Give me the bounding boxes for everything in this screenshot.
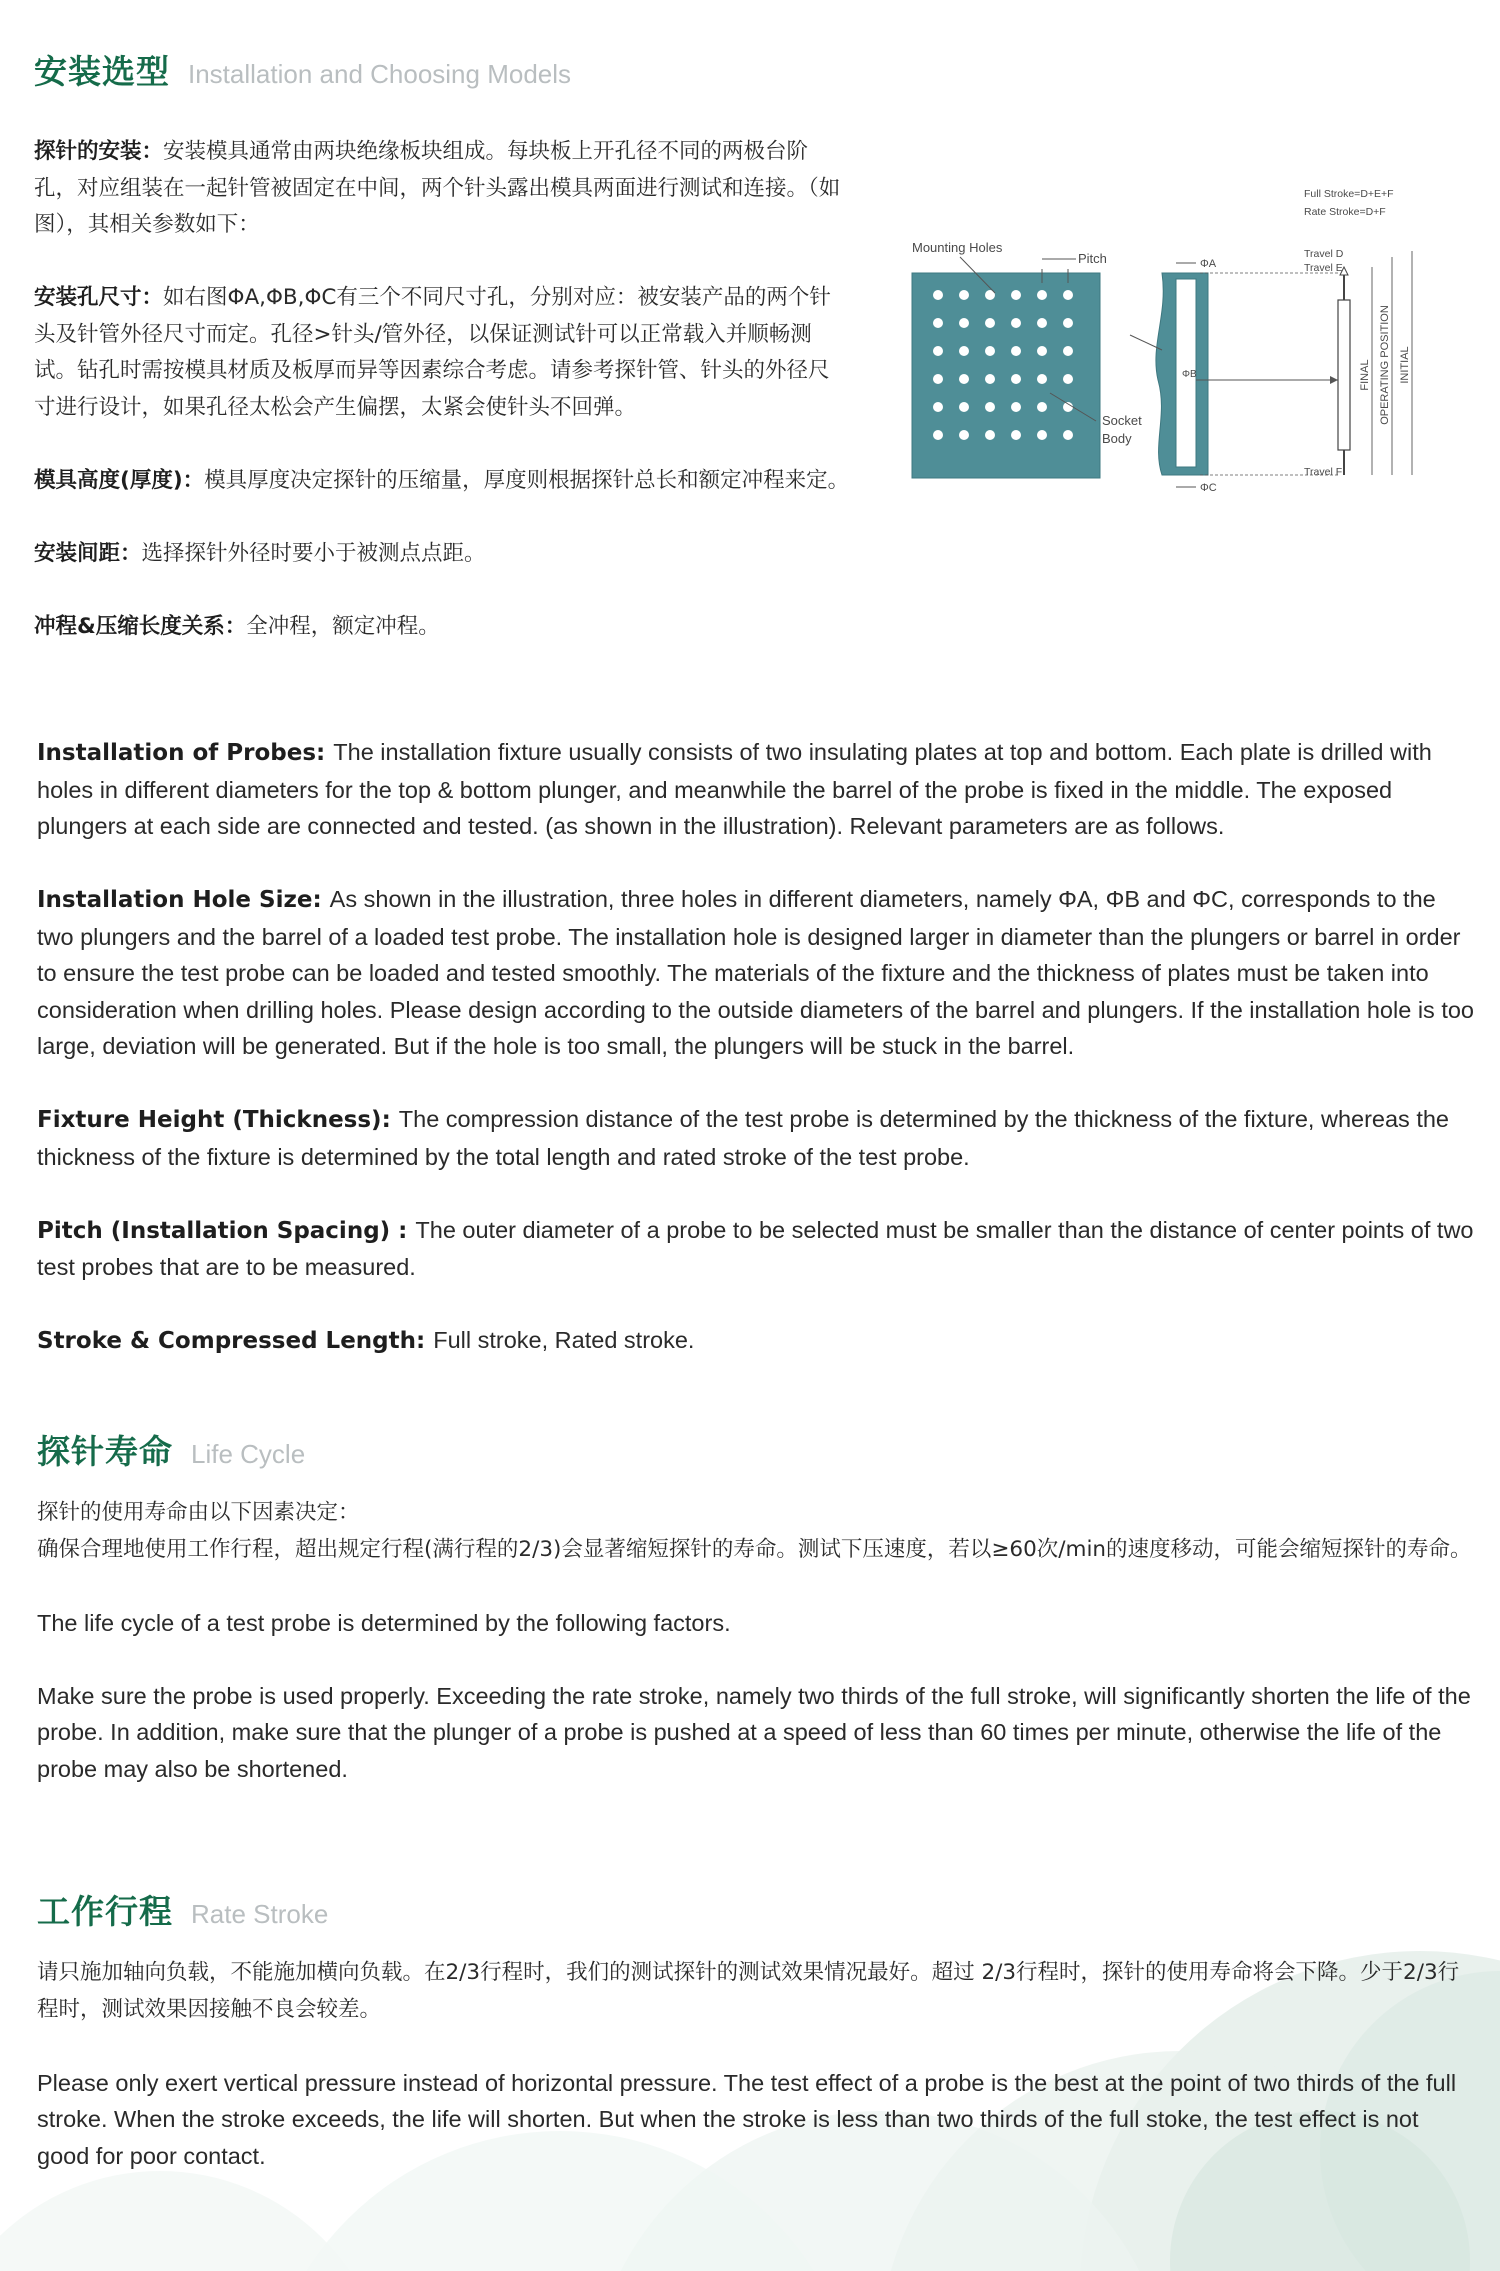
install-zh-paragraph: 冲程&压缩长度关系：全冲程，额定冲程。 <box>34 613 440 639</box>
section-stroke-title-en: Rate Stroke <box>191 1899 329 1929</box>
section-install-title-zh: 安装选型 <box>34 52 170 91</box>
stroke-en-paragraph: Please only exert vertical pressure instead of horizontal pressure. The test effect of a probe is the best at the point of two thirds of the full stroke. When the stroke exceeds, the life will shorten. But when the stroke is less than two thirds of the full stoke, the test effect is not good for poor contact. <box>37 2069 1457 2169</box>
install-zh-paragraph: 安装孔尺寸：如右图ΦA,ΦB,ΦC有三个不同尺寸孔，分别对应：被安装产品的两个针头及针管外径尺寸而定。孔径>针头/管外径，以保证测试针可以正常载入并顺畅测试。钻孔时需按模具材质及板厚而异等因素综合考虑。请参考探针管、针头的外径尺寸进行设计，如果孔径太松会产生偏摆，太紧会使针头不回弹。 <box>34 285 831 420</box>
operating-position-label: OPERATING POSITION <box>1379 305 1391 425</box>
initial-label: INITIAL <box>1399 346 1411 384</box>
travel-e-label: Travel E <box>1304 262 1343 274</box>
stroke-zh-paragraph: 请只施加轴向负载，不能施加横向负载。在2/3行程时，我们的测试探针的测试效果情况最好。超过 2/3行程时，探针的使用寿命将会下降。少于2/3行程时，测试效果因接触不良会较差。 <box>37 1960 1460 2022</box>
install-en-paragraph: Stroke & Compressed Length: Full stroke, Rated stroke. <box>37 1327 695 1354</box>
section-install-heading <box>34 46 571 93</box>
mounting-holes-label: Mounting Holes <box>912 240 1003 255</box>
rate-stroke-label: Rate Stroke=D+F <box>1304 206 1386 218</box>
socket-label: Socket <box>1102 413 1142 428</box>
install-en-paragraph: Pitch (Installation Spacing) : The outer diameter of a probe to be selected must be smaller than the distance of center points of two test probes that are to be measured. <box>37 1216 1474 1280</box>
install-zh-paragraphs <box>34 134 850 682</box>
install-en-paragraph: Installation Hole Size: As shown in the illustration, three holes in different diameters, namely ΦA, ΦB and ΦC, corresponds to the two plungers and the barrel of a loaded test probe. The installation hole is designed larger in diameter than the plungers or barrel in order to ensure the test probe can be loaded and tested smoothly. The materials of the fixture and the thickness of plates must be taken into consideration when drilling holes. Please design according to the outside diameters of the barrel and plungers. If the installation hole is too large, deviation will be generated. But if the hole is too small, the plungers will be stuck in the barrel. <box>37 886 1474 1059</box>
phi-b-label: ΦB <box>1182 369 1197 380</box>
section-install-title-en: Installation and Choosing Models <box>188 59 572 89</box>
install-zh-paragraph: 安装间距：选择探针外径时要小于被测点点距。 <box>34 540 486 566</box>
probe-installation-diagram <box>900 175 1460 505</box>
install-zh-paragraph: 探针的安装：安装模具通常由两块绝缘板块组成。每块板上开孔径不同的两极台阶孔，对应组装在一起针管被固定在中间，两个针头露出模具两面进行测试和连接。（如图），其相关参数如下： <box>34 139 841 237</box>
phi-c-label: ΦC <box>1200 482 1217 494</box>
probe-barrel <box>1338 300 1350 450</box>
life-en-line-2: Make sure the probe is used properly. Exceeding the rate stroke, namely two thirds of the full stroke, will significantly shorten the life of the probe. In addition, make sure that the plunger of a probe is pushed at a speed of less than 60 times per minute, otherwise the life of the probe may also be shortened. <box>37 1682 1471 1782</box>
final-label: FINAL <box>1359 359 1371 391</box>
phi-a-label: ΦA <box>1200 258 1217 270</box>
body-label: Body <box>1102 431 1132 446</box>
travel-f-label: Travel F <box>1304 466 1343 478</box>
life-zh-line-1: 探针的使用寿命由以下因素决定： <box>37 1500 360 1525</box>
pitch-label: Pitch <box>1078 251 1107 266</box>
section-life-title-en: Life Cycle <box>191 1439 306 1469</box>
section-life-title-zh: 探针寿命 <box>37 1432 173 1471</box>
install-en-paragraphs <box>37 734 1477 1396</box>
full-stroke-label: Full Stroke=D+E+F <box>1304 188 1394 200</box>
life-zh-line-2: 确保合理地使用工作行程，超出规定行程(满行程的2/3)会显著缩短探针的寿命。测试下压速度，若以≥60次/min的速度移动，可能会缩短探针的寿命。 <box>37 1536 1472 1562</box>
install-zh-paragraph: 模具高度(厚度)：模具厚度决定探针的压缩量，厚度则根据探针总长和额定冲程来定。 <box>34 467 850 493</box>
travel-d-label: Travel D <box>1304 248 1344 260</box>
life-en-line-1: The life cycle of a test probe is determined by the following factors. <box>37 1609 731 1636</box>
stroke-paragraphs <box>37 1955 1477 2211</box>
section-stroke-title-zh: 工作行程 <box>37 1892 173 1931</box>
life-paragraphs <box>37 1495 1477 1824</box>
install-en-paragraph: Installation of Probes: The installation fixture usually consists of two insulating plates at top and bottom. Each plate is drilled with holes in different diameters for the top & bottom plunger, and meanwhile the barrel of the probe is fixed in the middle. The exposed plungers at each side are connected and tested. (as shown in the illustration). Relevant parameters are as follows. <box>37 739 1432 839</box>
section-stroke-heading <box>37 1886 328 1933</box>
install-en-paragraph: Fixture Height (Thickness): The compression distance of the test probe is determined by the thickness of the fixture, whereas the thickness of the fixture is determined by the total length and rated stroke of the test probe. <box>37 1106 1450 1170</box>
section-life-heading <box>37 1426 305 1473</box>
